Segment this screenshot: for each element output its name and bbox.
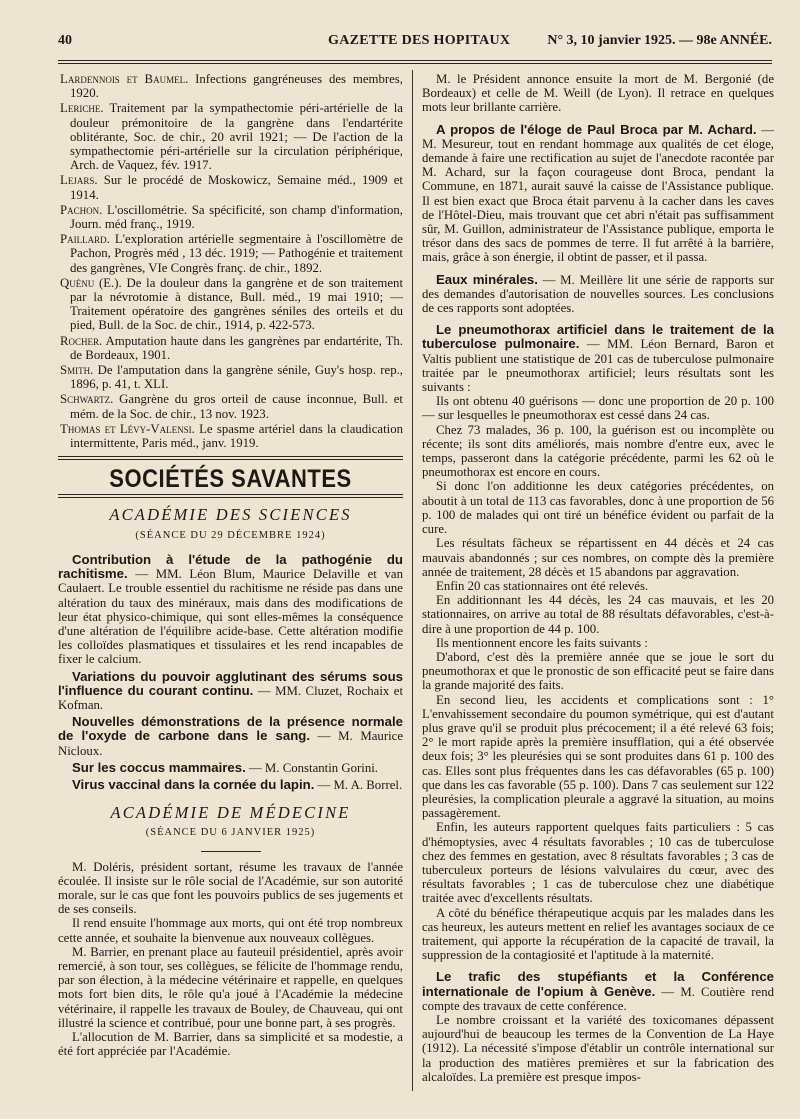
- reference-item: Smith. De l'amputation dans la gangrène sénile, Guy's hosp. rep., 1896, p. 41, t. XLI.: [60, 363, 403, 392]
- paragraph: Enfin, les auteurs rapportent quelques faits particuliers : 5 cas d'hémoptysies, avec 4 résultats favorables ; 10 cas de tuberculose chez des femmes en gestation, avec 8 résultats favorables ; 3 cas de tuberculeux porteurs de lésions valvulaires du cœur, avec des résultats favorables ; 1 cas de tuberculose chez une diabétique traitée avec d'excellents résultats.: [422, 820, 774, 906]
- academy-title: ACADÉMIE DE MÉDECINE: [110, 803, 351, 823]
- paragraph: Si donc l'on additionne les deux catégories précédentes, on aboutit à un total de 113 cas favorables, donc à une proportion de 56 p. 100 de malades qui ont tiré un bénéfice évident ou parfait de la cure.: [422, 479, 774, 537]
- paragraph: Il rend ensuite l'hommage aux morts, qui ont été trop nombreux cette année, et souhaite la bienvenue aux nouveaux collègues.: [58, 916, 403, 945]
- reference-item: Schwartz. Gangrène du gros orteil de cause inconnue, Bull. et mém. de la Soc. de chir., 13 nov. 1923.: [60, 392, 403, 421]
- paragraph: Les résultats fâcheux se répartissent en 44 décès et 24 cas mauvais abandonnés ; sur ces nombres, on compte dès la première année de traitement, 28 décès et 15 abandons par aggravation.: [422, 536, 774, 579]
- paragraph: M. le Président annonce ensuite la mort de M. Bergonié (de Bordeaux) et celle de M. Weill (de Lyon). Il retrace en quelques mots leur brillante carrière.: [422, 72, 774, 115]
- article-opium: Le trafic des stupéfiants et la Conférence internationale de l'opium à Genève. — M. Coutière rend compte des travaux de cette conférence.: [422, 969, 774, 1013]
- page-number: 40: [58, 33, 72, 48]
- paragraph: M. Doléris, président sortant, résume les travaux de l'année écoulée. Il insiste sur le rôle social de l'Académie, sur son autorité morale, sur le cas que font les pouvoirs publics de ses jugements et de ses conseils.: [58, 859, 403, 917]
- reference-item: Leriche. Traitement par la sympathectomie péri-artérielle de la douleur prémonitoire de la gangrène dans l'endartérite oblitérante, Soc. de chir., 20 avril 1921; — De l'action de la sympathectomie péri-artérielle sur la circulation périphérique, Arch. de Vaquez, fév. 1917.: [60, 101, 403, 173]
- session-date: (SÉANCE DU 29 DÉCEMBRE 1924): [135, 529, 326, 541]
- journal-title: GAZETTE DES HOPITAUX: [328, 33, 511, 48]
- article-broca: A propos de l'éloge de Paul Broca par M. Achard. — M. Mesureur, tout en rendant hommage aux qualités de cet éloge, demande à faire une rectification au sujet de l'anecdote racontée par M. Achard, sur la façon courageuse dont Broca, pendant la Commune, en 1871, aurait sauvé la caisse de l'Assistance publique. Il est bien exact que Broca était parvenu à la cacher dans les caves de l'Hôtel-Dieu, mais trouvant que cet abri n'était pas suffisamment sûr, M. Guillon, administrateur de l'Assistance publique, emporta le trésor dans des sacs de pommes de terre. Il fut arrêté à la barrière, mais, grâce à son énergie, il obtint de passer, et il passa.: [422, 121, 775, 265]
- section-rule: [58, 494, 403, 498]
- article-pneumothorax: Le pneumothorax artificiel dans le traitement de la tuberculose pulmonaire. — MM. Léon Bernard, Baron et Valtis publient une statistique de 201 cas de tuberculose pulmonaire traitée par le pneumothorax artificiel; leurs résultats sont les suivants :: [422, 322, 774, 395]
- page-header: [58, 33, 772, 53]
- reference-item: Lejars. Sur le procédé de Moskowicz, Semaine méd., 1909 et 1914.: [60, 173, 403, 202]
- paragraph: Enfin 20 cas stationnaires ont été relevés.: [436, 578, 649, 593]
- paragraph: Ils mentionnent encore les faits suivants :: [436, 635, 648, 650]
- communication: Nouvelles démonstrations de la présence normale de l'oxyde de carbone dans le sang. — M. Maurice Nicloux.: [58, 714, 404, 758]
- academy-title: ACADÉMIE DES SCIENCES: [109, 505, 352, 525]
- paragraph: Le nombre croissant et la variété des toxicomanes dépassent aujourd'hui de beaucoup les termes de la Convention de La Haye (1912). La nécessité s'impose d'établir un contrôle international sur la production des matières premières et sur la fabrication des alcaloïdes. La première est presque impos-: [422, 1013, 774, 1084]
- communication: Contribution à l'étude de la pathogénie du rachitisme. — MM. Léon Blum, Maurice Delaville et van Caulaert. Le trouble essentiel du rachitisme ne réside pas dans une altération du taux des minéraux, mais dans des modifications de leur état physico-chimique, qui sont elles-mêmes la conséquence d'une altération de l'équilibre acide-base. Cette altération modifie les colloïdes plasmatiques et tissulaires et les rend incapables de fixer le calcium.: [58, 551, 403, 667]
- reference-item: Quénu (E.). De la douleur dans la gangrène et de son traitement par la névrotomie à distance, Bull. méd., 19 mai 1910; — Traitement opératoire des gangrènes séniles des orteils et du pied, Bull. de la Soc. de chir., 1914, p. 422-573.: [60, 275, 403, 333]
- paragraph: Ils ont obtenu 40 guérisons — donc une proportion de 20 p. 100 — sur lesquelles le pneumothorax est cessé dans 24 cas.: [422, 394, 774, 423]
- column-divider: [412, 70, 413, 1091]
- header-rule-2: [58, 63, 772, 64]
- right-column: [422, 72, 774, 1084]
- communication: Variations du pouvoir agglutinant des sérums sous l'influence du courant continu. — MM. Cluzet, Rochaix et Kofman.: [58, 668, 404, 712]
- section-rule: [58, 456, 403, 460]
- reference-item: Paillard. L'exploration artérielle segmentaire à l'oscillomètre de Pachon, Progrès méd , 13 déc. 1919; — Pathogénie et traitement des gangrènes, VIe Congrès franç. de chir., 1892.: [60, 232, 403, 275]
- header-rule: [58, 60, 772, 61]
- paragraph: D'abord, c'est dès la première année que se joue le sort du pneumothorax et que le pronostic de son efficacité peut se faire dans la grande majorité des faits.: [422, 649, 774, 693]
- paragraph: En additionnant les 44 décès, les 24 cas mauvais, et les 20 stationnaires, on arrive au total de 88 résultats défavorables, c'est-à-dire à une proportion de 44 p. 100.: [422, 593, 774, 636]
- paragraph: L'allocution de M. Barrier, dans sa simplicité et sa modestie, a été fort appréciée par l'Académie.: [58, 1029, 403, 1059]
- paragraph: A côté du bénéfice thérapeutique acquis par les malades dans les cas heureux, les auteurs mettent en relief les avantages sociaux de ce traitement, qui apporte la récupération de la capacité de travail, la suppression de la contagiosité et l'aptitude à la maternité.: [422, 905, 774, 963]
- reference-item: Rocher. Amputation haute dans les gangrènes par endartérite, Th. de Bordeaux, 1901.: [60, 333, 403, 362]
- short-rule: [201, 851, 261, 852]
- article-eaux: Eaux minérales. — M. Meillère lit une série de rapports sur des demandes d'autorisation de nouvelles sources. Les conclusions de ces rapports sont adoptées.: [422, 271, 774, 316]
- paragraph: En second lieu, les accidents et complications sont : 1° L'envahissement secondaire du poumon symétrique, qui est d'autant plus grave qu'il se produit plus précocement; il a été relevé 63 fois; 2° le mort rapide après la première insufflation, qui a été observée deux fois; 3° les pleurésies qui se sont produites dans 61 p. 100 des cas. Elles sont plus fréquentes dans les cas défavorables (65 p. 100) que dans les cas favorable (55 p. 100). Dans 7 cas seulement sur 122 pleurésies, la complication pleurale a aggravé la situation, au moins passagèrement.: [422, 692, 774, 821]
- communication: Virus vaccinal dans la cornée du lapin. — M. A. Borrel.: [72, 776, 403, 792]
- paragraph: M. Barrier, en prenant place au fauteuil présidentiel, après avoir remercié, à son tour, ses collègues, se félicite de l'hommage rendu, par son élection, à la médecine vétérinaire et rappelle, en quelques mots fort bien dits, le rôle qu'a joué à l'Académie la médecine vétérinaire, il rappelle les travaux de Bouley, de Chauveau, qui ont illustré la science et contribué, pour une bonne part, à ses progrès.: [58, 944, 403, 1030]
- reference-item: Thomas et Lévy-Valensi. Le spasme artériel dans la claudication intermittente, Paris méd., janv. 1919.: [60, 421, 403, 451]
- session-date: (SÉANCE DU 6 JANVIER 1925): [145, 827, 316, 839]
- reference-item: Pachon. L'oscillométrie. Sa spécificité, son champ d'information, Journ. méd franç., 1919.: [60, 202, 403, 232]
- section-title: SOCIÉTÉS SAVANTES: [109, 464, 352, 494]
- reference-list: [58, 72, 403, 450]
- left-column: [58, 72, 403, 1058]
- reference-item: Lardennois et Baumel. Infections gangréneuses des membres, 1920.: [60, 72, 403, 101]
- issue-info: N° 3, 10 janvier 1925. — 98e ANNÉE.: [547, 33, 772, 48]
- paragraph: Chez 73 malades, 36 p. 100, la guérison est ou incomplète ou récente; ils sont dits améliorés, mais nombre d'entre eux, avec le temps, passeront dans la catégorie précédente, parmi les 62 où le pneumothorax est encore en cours.: [422, 422, 774, 480]
- communication: Sur les coccus mammaires. — M. Constantin Gorini.: [72, 759, 378, 775]
